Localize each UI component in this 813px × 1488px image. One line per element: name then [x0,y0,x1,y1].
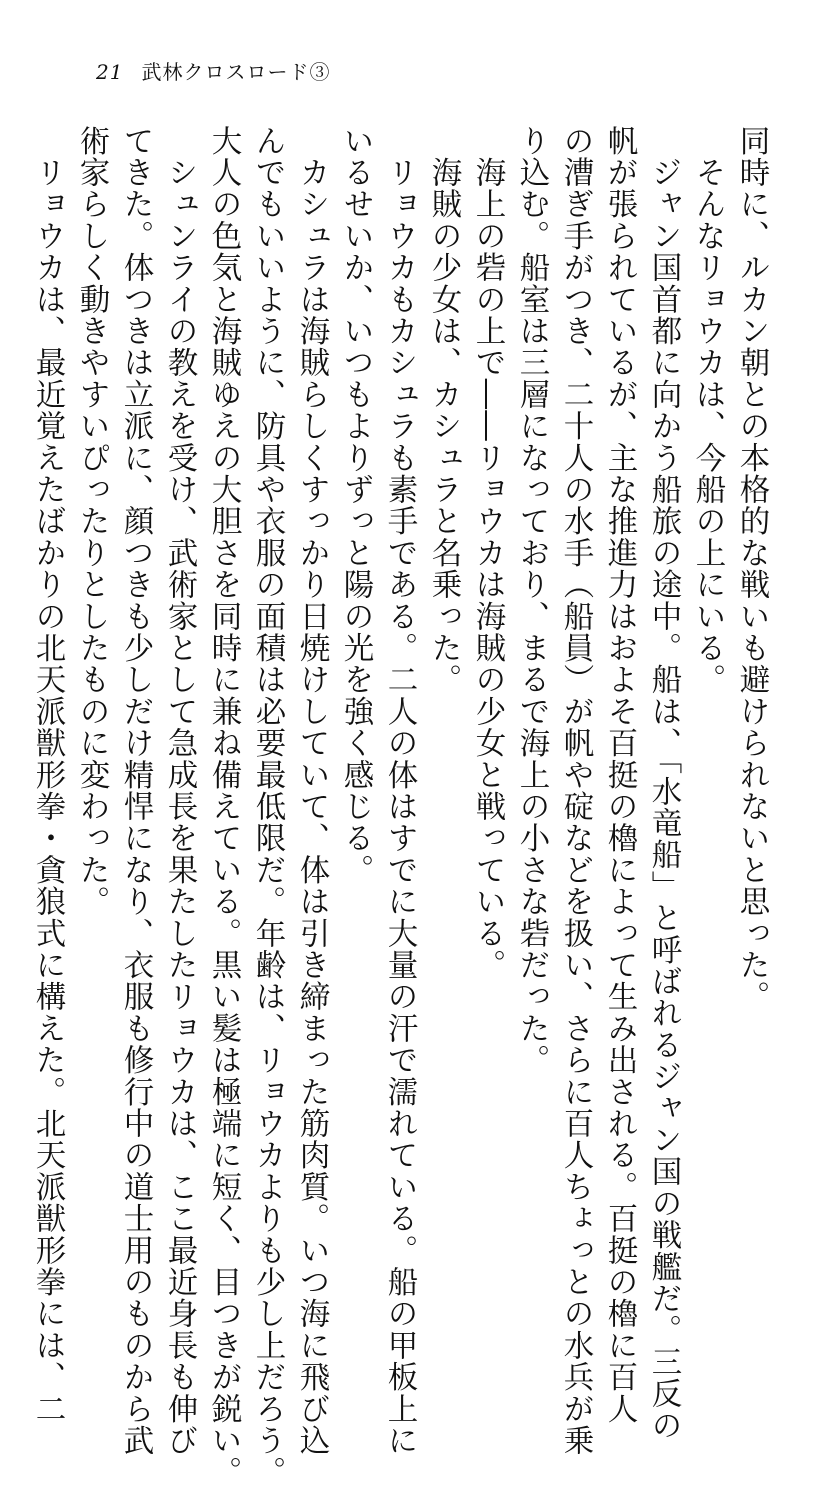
text-line: の漕ぎ手がつき、二十人の水手（船員）が帆や碇などを扱い、さらに百人ちょっとの水兵が乗 [558,125,593,1457]
text-line: いるせいか、いつもよりずっと陽の光を強く感じる。 [338,125,373,886]
text-line: んでもいいように、防具や衣服の面積は必要最低限だ。年齢は、リョウカよりも少し上だろう。 [250,125,285,1488]
text-line: カシュラは海賊らしくすっかり日焼けしていて、体は引き締まった筋肉質。いつ海に飛び込 [294,125,329,1457]
text-line: シュンライの教えを受け、武術家として急成長を果たしたリョウカは、ここ最近身長も伸び [162,125,197,1457]
text-line: 大人の色気と海賊ゆえの大胆さを同時に兼ね備えている。黒い髪は極端に短く、目つきが鋭い。 [206,125,241,1488]
text-line: そんなリョウカは、今船の上にいる。 [690,125,725,696]
text-line: リョウカもカシュラも素手である。二人の体はすでに大量の汗で濡れている。船の甲板上に [382,125,417,1457]
text-line: 海上の砦の上で――リョウカは海賊の少女と戦っている。 [470,125,505,981]
page-number: 21 [96,60,124,84]
text-line: ジャン国首都に向かう船旅の途中。船は、「水竜船」と呼ばれるジャン国の戦艦だ。三反の [646,125,681,1442]
text-line: 帆が張られているが、主な推進力はおよそ百挺の櫓によって生み出される。百挺の櫓に百人 [602,125,637,1425]
text-line: てきた。体つきは立派に、顔つきも少しだけ精悍になり、衣服も修行中の道士用のものから武 [118,125,153,1457]
vertical-text-block [25,125,773,1488]
text-line: 術家らしく動きやすいぴったりとしたものに変わった。 [74,125,109,918]
running-head [96,56,330,85]
text-line: リョウカは、最近覚えたばかりの北天派獣形拳・貪狼式に構えた。北天派獣形拳には、二 [30,125,65,1425]
book-title: 武林クロスロード③ [141,60,331,84]
text-line: 海賊の少女は、カシュラと名乗った。 [426,125,461,696]
text-line: 同時に、ルカン朝との本格的な戦いも避けられないと思った。 [734,125,769,1013]
text-line: り込む。船室は三層になっており、まるで海上の小さな砦だった。 [514,125,549,1076]
